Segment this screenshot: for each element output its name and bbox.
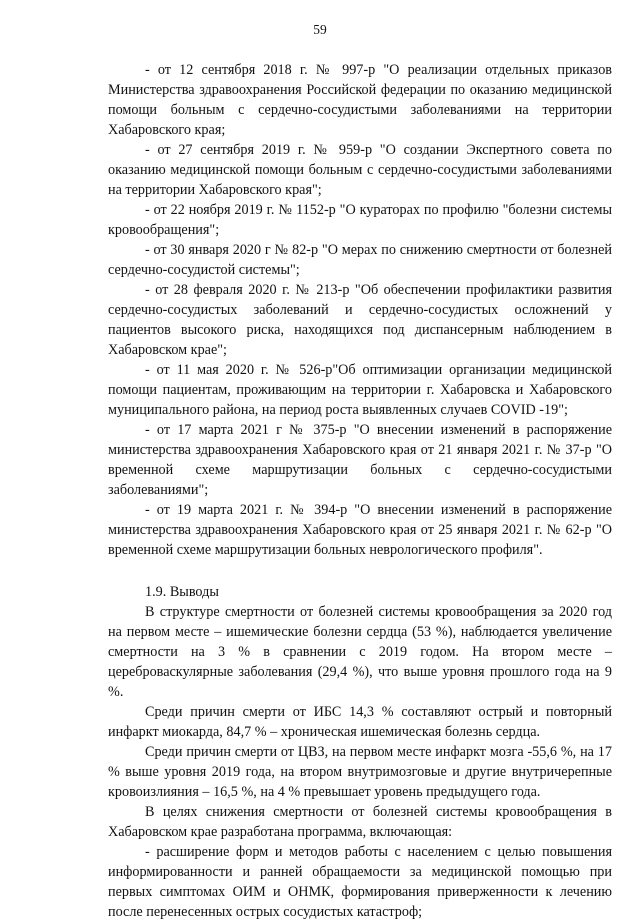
document-body [108,60,612,922]
order-item: - от 22 ноября 2019 г. № 1152-р "О кураторах по профилю "болезни системы кровообращения"; [108,202,612,238]
order-item: - от 17 марта 2021 г № 375-р "О внесении изменений в распоряжение министерства здравоохранения Хабаровского края от 21 января 2021 г. № 37-р "О временной схеме маршрутизации больных с сердечно-сосудистыми заболеваниями"; [108,422,612,498]
order-item: - от 12 сентября 2018 г. № 997-р "О реализации отдельных приказов Министерства здравоохранения Российской федерации по оказанию медицинской помощи больным с сердечно-сосудистыми заболеваниями на территории Хабаровского края; [108,62,612,138]
order-item: - от 30 января 2020 г № 82-р "О мерах по снижению смертности от болезней сердечно-сосудистой системы"; [108,242,612,278]
conclusion-paragraph: Среди причин смерти от ИБС 14,3 % составляют острый и повторный инфаркт миокарда, 84,7 % – хроническая ишемическая болезнь сердца. [108,704,612,740]
section-heading: 1.9. Выводы [145,584,219,600]
order-item: - от 28 февраля 2020 г. № 213-р "Об обеспечении профилактики развития сердечно-сосудистых заболеваний и сердечно-сосудистых осложнений у пациентов высокого риска, находящихся под диспансерным наблюдением в Хабаровском крае"; [108,282,612,358]
conclusion-paragraph: В структуре смертности от болезней системы кровообращения за 2020 год на первом месте – ишемические болезни сердца (53 %), наблюдается увеличение смертности на 3 % в сравнении с 2019 годом. На втором месте – цереброваскулярные заболевания (29,4 %), что выше уровня прошлого года на 9 %. [108,604,612,700]
order-item: - от 27 сентября 2019 г. № 959-р "О создании Экспертного совета по оказанию медицинской помощи больным с сердечно-сосудистыми заболеваниями на территории Хабаровского края"; [108,142,612,198]
conclusion-paragraph: - расширение форм и методов работы с населением с целью повышения информированности и ранней обращаемости за медицинской помощью при первых симптомах ОИМ и ОНМК, формирования приверженности к лечению после перенесенных острых сосудистых катастроф; [108,844,612,920]
order-item: - от 11 мая 2020 г. № 526-р"Об оптимизации организации медицинской помощи пациентам, проживающим на территории г. Хабаровска и Хабаровского муниципального района, на период роста выявленных случаев COVID -19"; [108,362,612,418]
orders-list [108,60,612,560]
conclusion-paragraph: В целях снижения смертности от болезней системы кровообращения в Хабаровском крае разработана программа, включающая: [108,804,612,840]
order-item: - от 19 марта 2021 г. № 394-р "О внесении изменений в распоряжение министерства здравоохранения Хабаровского края от 25 января 2021 г. № 62-р "О временной схеме маршрутизации больных неврологического профиля". [108,502,612,558]
conclusion-paragraph: Среди причин смерти от ЦВЗ, на первом месте инфаркт мозга -55,6 %, на 17 % выше уровня 2019 года, на втором внутримозговые и другие внутричерепные кровоизлияния – 16,5 %, на 4 % превышает уровень предыдущего года. [108,744,612,800]
page-number: 59 [313,22,327,37]
conclusions [108,602,612,922]
